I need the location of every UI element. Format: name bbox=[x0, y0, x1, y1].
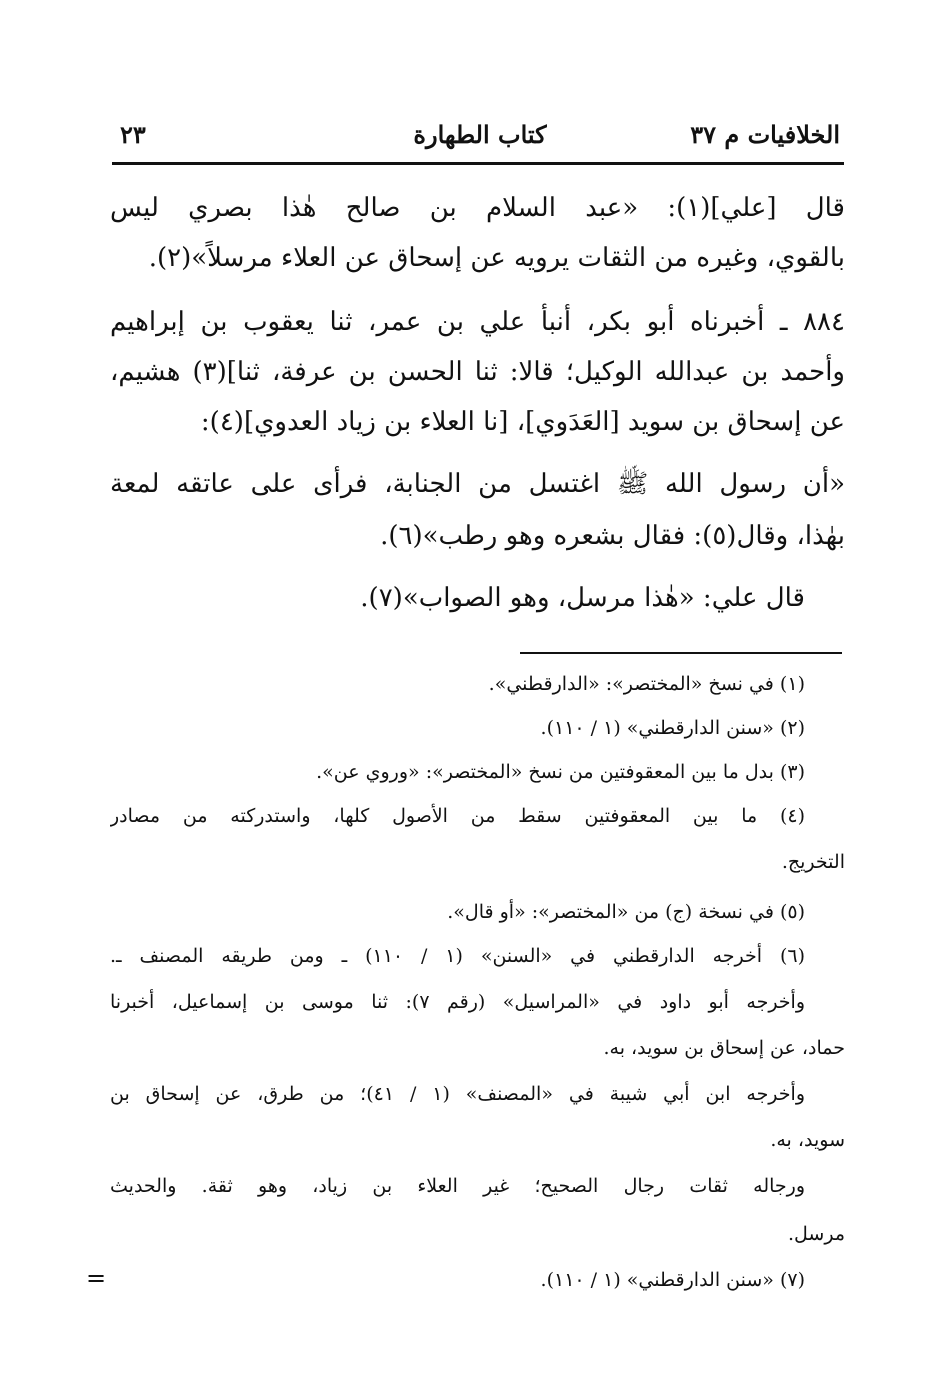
footnote-line: (٥) في نسخة (ج) من «المختصر»: «أو قال». bbox=[447, 901, 805, 923]
footnote-line: وأخرجه ابن أبي شيبة في «المصنف» (١ / ٤١)؛ من طرق، عن إسحاق بن bbox=[110, 1083, 805, 1105]
footnote-line: وأخرجه أبو داود في «المراسيل» (رقم ٧): ثنا موسى بن إسماعيل، أخبرنا bbox=[110, 991, 805, 1013]
body-line: قال [علي](١): «عبد السلام بن صالح هٰذا بصري ليس bbox=[110, 193, 845, 223]
page-number: ٢٣ bbox=[120, 120, 146, 149]
body-line: عن إسحاق بن سويد [العَدَوي]، [نا العلاء بن زياد العدوي](٤): bbox=[200, 407, 845, 437]
footnote-line: مرسل. bbox=[787, 1223, 845, 1245]
body-line: بالقوي، وغيره من الثقات يرويه عن إسحاق عن العلاء مرسلاً»(٢). bbox=[148, 243, 845, 273]
footnote-line: سويد، به. bbox=[770, 1129, 845, 1151]
body-line: ٨٨٤ ـ أخبرناه أبو بكر، أنبأ علي بن عمر، ثنا يعقوب بن إبراهيم bbox=[110, 307, 845, 337]
footnote-separator bbox=[520, 652, 842, 654]
footnote-line: ورجاله ثقات رجال الصحيح؛ غير العلاء بن زياد، وهو ثقة. والحديث bbox=[110, 1175, 805, 1197]
footnote-line: (٢) «سنن الدارقطني» (١ / ١١٠). bbox=[540, 717, 805, 739]
body-line: «أن رسول الله ﷺ اغتسل من الجنابة، فرأى على عاتقه لمعة bbox=[110, 469, 845, 499]
body-line: قال علي: «هٰذا مرسل، وهو الصواب»(٧). bbox=[360, 583, 805, 613]
footnote-line: (٧) «سنن الدارقطني» (١ / ١١٠). bbox=[540, 1269, 805, 1291]
margin-mark: = bbox=[86, 1264, 107, 1292]
footnote-line: (٦) أخرجه الدارقطني في «السنن» (١ / ١١٠) ـ ومن طريقه المصنف ـ. bbox=[110, 945, 805, 967]
header-rule bbox=[112, 162, 844, 165]
footnote-line: (٤) ما بين المعقوفتين سقط من الأصول كلها، واستدركته من مصادر bbox=[110, 805, 805, 827]
footnote-line: حماد، عن إسحاق بن سويد، به. bbox=[603, 1037, 845, 1059]
footnote-line: التخريج. bbox=[781, 851, 845, 873]
running-header bbox=[120, 120, 840, 160]
body-line: وأحمد بن عبدالله الوكيل؛ قالا: ثنا الحسن بن عرفة، ثنا](٣) هشيم، bbox=[110, 357, 845, 387]
header-book-volume: الخلافيات م ٣٧ bbox=[690, 120, 840, 149]
body-line: بهٰذا، وقال(٥): فقال بشعره وهو رطب»(٦). bbox=[380, 521, 845, 551]
header-chapter-title: كتاب الطهارة bbox=[413, 120, 547, 149]
footnote-line: (١) في نسخ «المختصر»: «الدارقطني». bbox=[488, 673, 805, 695]
footnote-line: (٣) بدل ما بين المعقوفتين من نسخ «المختصر»: «وروي عن». bbox=[316, 761, 805, 783]
